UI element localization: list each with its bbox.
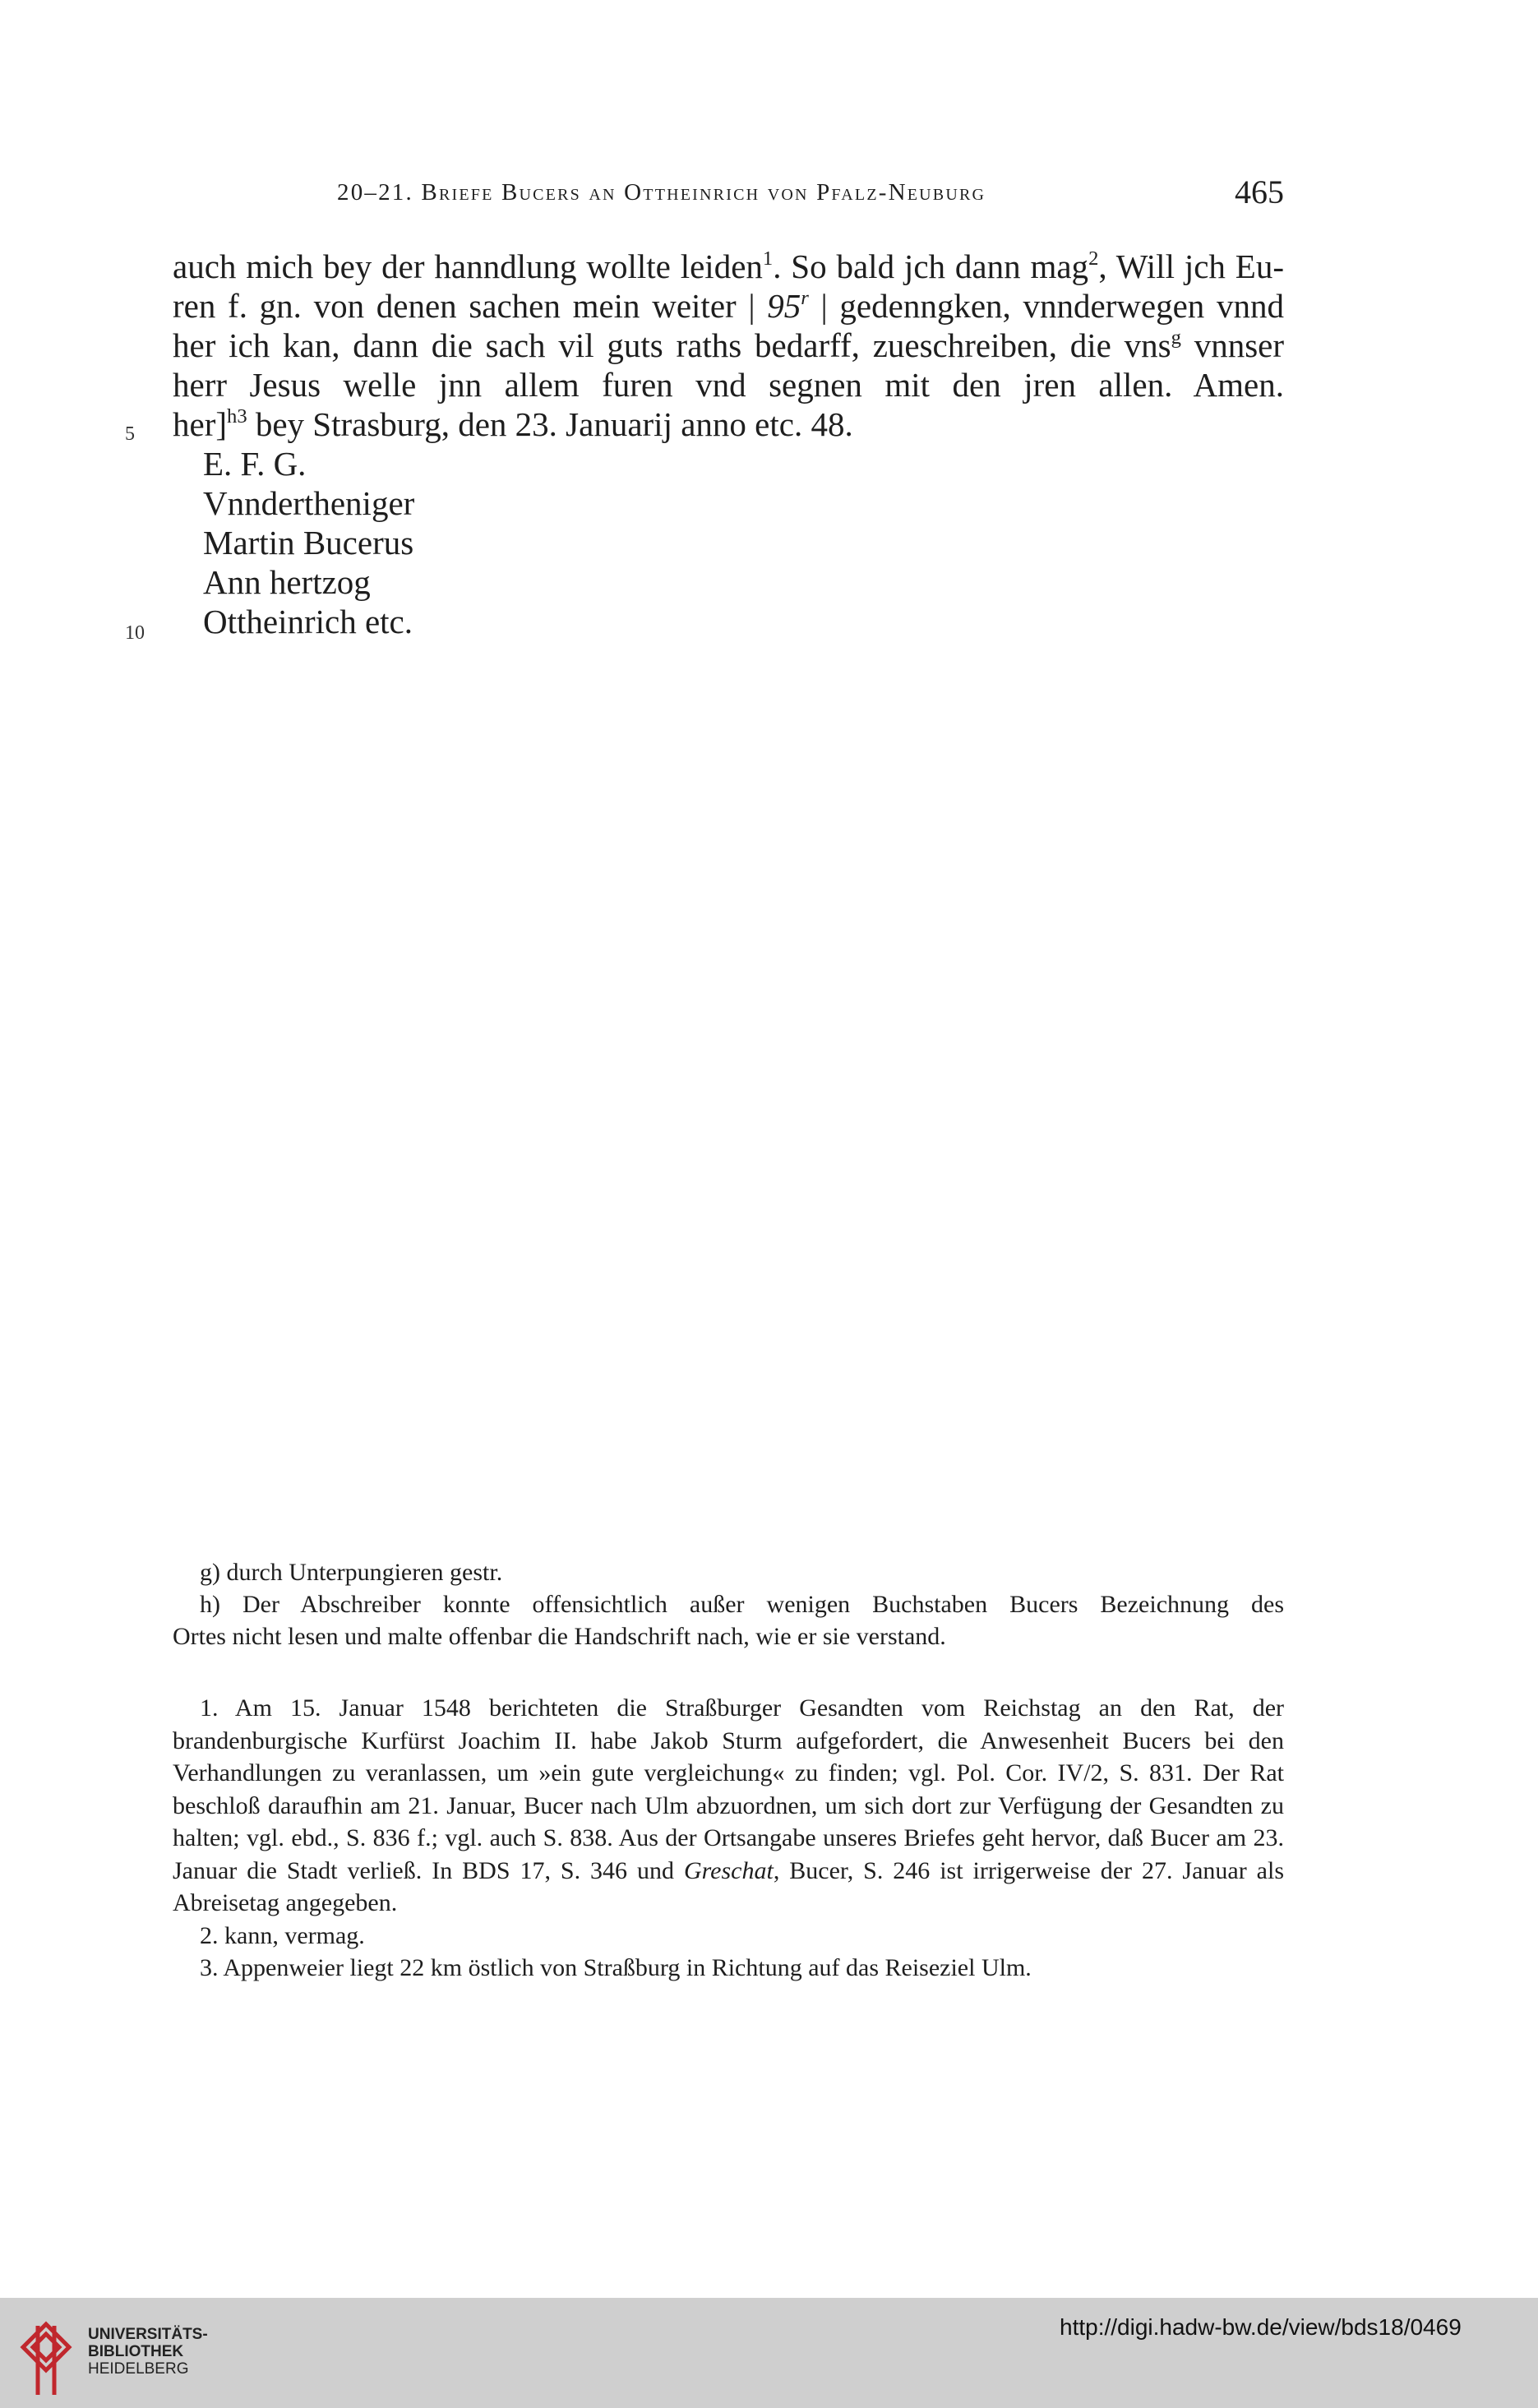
- text-line-3: her ich kan, dann die sach vil guts raths bedarff, zueschreiben, die vns$^g$ vnnser: [173, 326, 1284, 364]
- source-url-link[interactable]: http://digi.hadw-bw.de/view/bds18/0469: [1060, 2314, 1462, 2340]
- text-line-2: ren f. gn. von denen sachen mein weiter | 95$^r$ | gedenngken, vnnderwegen vnnd: [173, 287, 1284, 325]
- footnote-ref-1: 1: [762, 247, 774, 270]
- address-line-2: Ottheinrich etc.: [203, 603, 413, 640]
- line-number-10: 10: [125, 622, 145, 644]
- closing-line: Vnndertheniger: [203, 484, 415, 522]
- footnote-1: 1. Am 15. Januar 1548 berichteten die Straßburger Gesandten vom Reichstag an den Rat, der brandenburgische Kurfürst Joachim II. habe Jakob Sturm aufgefordert, die Anwesenheit Bucers bei den Verhandlungen zu veranlassen, um »ein gute vergleichung« zu finden; vgl. Pol. Cor. IV/2, S. 831. Der Rat beschloß daraufhin am 21. Januar, Bucer nach Ulm abzuordnen, um sich dort zur Verfügung der Gesandten zu halten; vgl. ebd., S. 836 f.; vgl. auch S. 838. Aus der Ortsangabe unseres Briefes geht hervor, daß Bucer am 23. Januar die Stadt verließ. In BDS 17, S. 346 und Greschat, Bucer, S. 246 ist irrigerweise der 27. Januar als Abreisetag angegeben.: [173, 1694, 1284, 1916]
- signature: Martin Bucerus: [203, 524, 414, 562]
- footnotes: [173, 1692, 1284, 1985]
- apparatus-note-h-line-1: h) Der Abschreiber konnte offensichtlich außer wenigen Buchstaben Bucers Bezeichnung des: [200, 1591, 1284, 1618]
- address-line-1: Ann hertzog: [203, 563, 371, 601]
- footnote-2: 2. kann, vermag.: [200, 1921, 365, 1949]
- text-line-1: auch mich bey der hanndlung wollte leiden$^1$. So bald jch dann mag$^2$, Will jch Eu-: [173, 247, 1284, 285]
- closing-salutation: E. F. G.: [203, 445, 307, 483]
- line-number-5: 5: [125, 423, 135, 445]
- text-line-4: herr Jesus welle jnn allem furen vnd segnen mit den jren allen. Amen.: [173, 366, 1284, 404]
- footnote-ref-2: 2: [1088, 247, 1099, 270]
- running-title: 20–21. Briefe Bucers an Ottheinrich von Pfalz-Neuburg: [337, 179, 986, 206]
- author-name: Greschat: [683, 1856, 774, 1884]
- text-line-5: her]$^{h3}$ bey Strasburg, den 23. Januarij anno etc. 48.: [173, 405, 853, 443]
- page-number: 465: [1235, 173, 1284, 210]
- footnote-3: 3. Appenweier liegt 22 km östlich von Straßburg in Richtung auf das Reiseziel Ulm.: [200, 1954, 1032, 1981]
- apparatus-ref-g: g: [1171, 326, 1181, 349]
- library-name: UNIVERSITÄTS- BIBLIOTHEK HEIDELBERG: [88, 2326, 208, 2378]
- critical-apparatus: [173, 1556, 1284, 1652]
- folio-marker: 95$^r$: [767, 287, 809, 325]
- library-logo-icon: [13, 2306, 79, 2401]
- letter-text: [173, 247, 1284, 641]
- apparatus-note-h-line-2: Ortes nicht lesen und malte offenbar die Handschrift nach, wie er sie verstand.: [173, 1623, 946, 1650]
- apparatus-note-g: g) durch Unterpungieren gestr.: [200, 1559, 503, 1586]
- apparatus-ref-h3: h3: [227, 405, 247, 428]
